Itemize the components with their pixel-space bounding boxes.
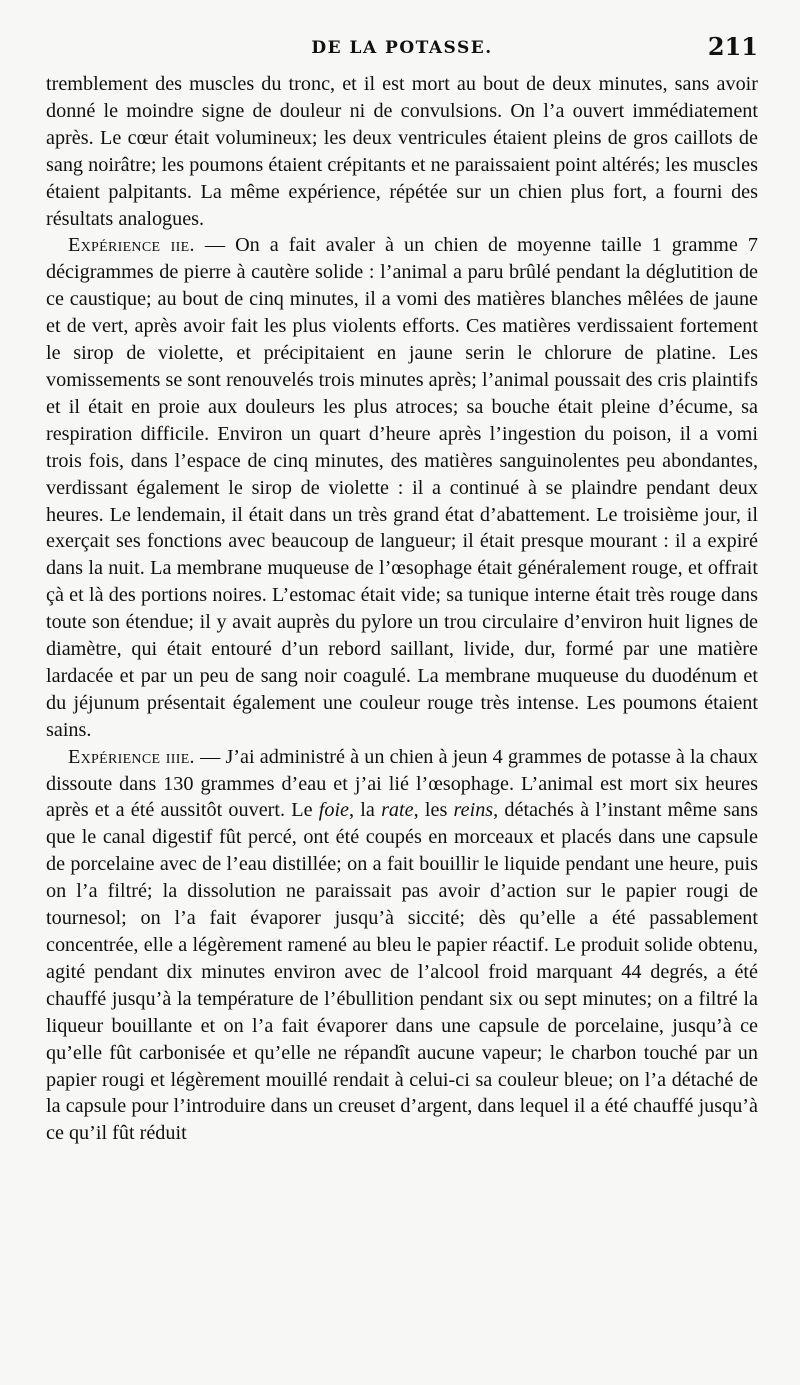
experience-3-text-b: , la — [349, 799, 382, 822]
experience-3-text-c: , les — [413, 799, 454, 822]
body-text — [46, 71, 758, 1147]
italic-reins: reins — [453, 799, 494, 822]
page-header — [46, 32, 758, 66]
experience-2-text: — On a fait avaler à un chien de moyenne taille 1 gramme 7 décigrammes de pierre à cautère solide : l’animal a paru brûlé pendant la déglutition de ce caustique; au bout de cinq minutes, il a vomi des matières blanches mêlées de jaune et de vert, après avoir fait les plus violents efforts. Ces matières verdissaient fortement le sirop de violette, et précipitaient en jaune serin le chlorure de platine. Les vomissements se sont renouvelés trois minutes après; l’animal poussait des cris plaintifs et il était en proie aux douleurs les plus atroces; sa bouche était pleine d’écume, sa respiration difficile. Environ un quart d’heure après l’ingestion du poison, il a vomi trois fois, dans l’espace de cinq minutes, des matières sanguinolentes peu abondantes, verdissant également le sirop de violette : il a continué à se plaindre pendant deux heures. Le lendemain, il était dans un très grand état d’abattement. Le troisième jour, il exerçait ses fonctions avec beaucoup de langueur; il était presque mourant : il a expiré dans la nuit. La membrane muqueuse de l’œsophage était généralement rouge, et offrait çà et là des portions noires. L’estomac était vide; sa tunique interne était très rouge dans toute son étendue; il y avait auprès du pylore un trou circulaire d’environ huit lignes de diamètre, qui était entouré d’un rebord saillant, livide, dur, formé par une matière lardacée et par un peu de sang noir coagulé. La membrane muqueuse du duodénum et du jéjunum présentait également une couleur rouge très intense. Les poumons étaient sains. — [46, 234, 758, 741]
experience-3-label: Expérience iiie. — [68, 745, 195, 768]
experience-3-text-a: — J’ai administré à un chien à jeun 4 grammes de potasse à la chaux dissoute dans 130 grammes d’eau et j’ai lié l’œsophage. L’animal est mort six heures après et a été aussitôt ouvert. Le — [46, 745, 759, 822]
paragraph-continuation: tremblement des muscles du tronc, et il est mort au bout de deux minutes, sans avoir donné le moindre signe de douleur ni de convulsions. On l’a ouvert immédiatement après. Le cœur était volumineux; les deux ventricules étaient pleins de gros caillots de sang noirâtre; les poumons étaient crépitants et ne paraissaient point altérés; les muscles étaient palpitants. La même expérience, répétée sur un chien plus fort, a fourni des résultats analogues. — [46, 73, 758, 230]
page-number: 211 — [707, 32, 758, 61]
running-head: DE LA POTASSE. — [311, 38, 493, 58]
experience-3-text-d: , détachés à l’instant même sans que le canal digestif fût percé, ont été coupés en morceaux et placés dans une capsule de porcelaine avec de l’eau distillée; on a fait bouillir le liquide pendant une heure, puis on l’a filtré; la dissolution ne paraissait pas avoir d’action sur le papier rougi de tournesol; on l’a fait évaporer jusqu’à siccité; dès qu’elle a été passablement concentrée, elle a légèrement ramené au bleu le papier réactif. Le produit solide obtenu, agité pendant dix minutes environ avec de l’alcool froid marquant 44 degrés, a été chauffé jusqu’à la température de l’ébullition pendant six ou sept minutes; on a filtré la liqueur bouillante et on l’a fait évaporer dans une capsule de porcelaine, jusqu’à ce qu’elle fût carbonisée et qu’elle ne répandît aucune vapeur; le charbon touché par un papier rougi et légèrement mouillé rendait à celui-ci sa couleur bleue; on l’a détaché de la capsule pour l’introduire dans un creuset d’argent, dans lequel il a été chauffé jusqu’à ce qu’il fût réduit — [46, 799, 758, 1145]
italic-rate: rate — [381, 799, 414, 822]
italic-foie: foie — [318, 799, 350, 822]
experience-2-label: Expérience iie. — [68, 234, 195, 257]
paragraph-experience-3 — [46, 744, 758, 1148]
paragraph-experience-2 — [46, 232, 758, 743]
